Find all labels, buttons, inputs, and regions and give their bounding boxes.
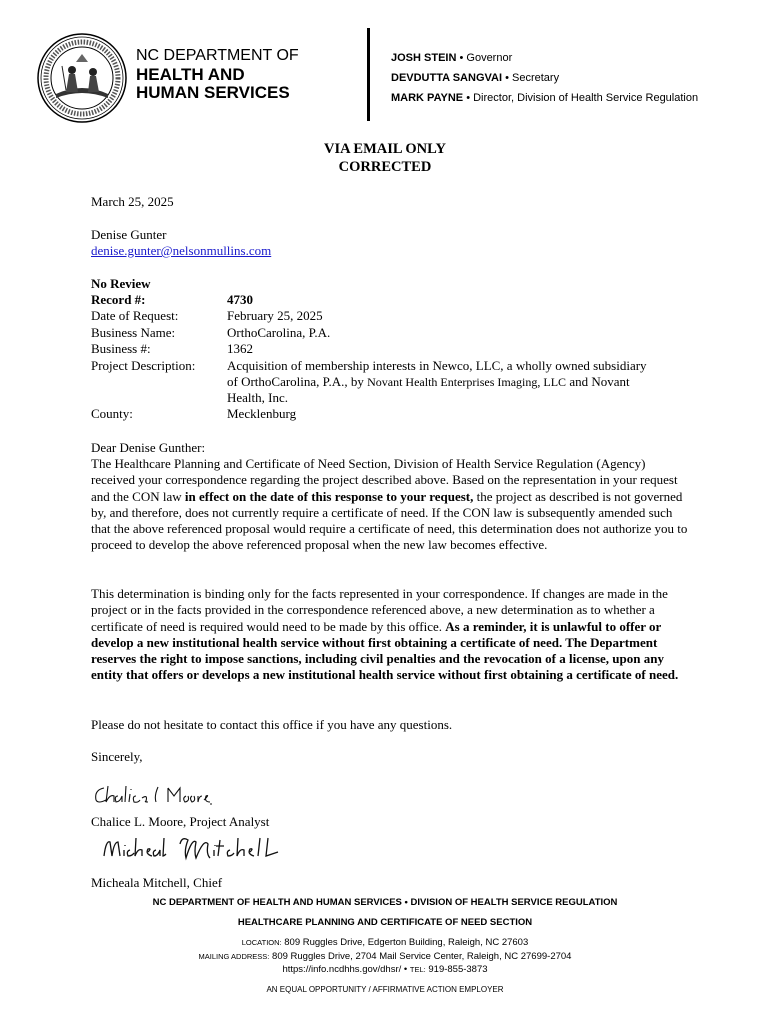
county-value: Mecklenburg: [227, 406, 297, 421]
official-governor: [391, 52, 512, 64]
bullet: •: [459, 52, 464, 64]
signer-1: Chalice L. Moore, Project Analyst: [91, 814, 270, 829]
salutation: Dear Denise Gunther:: [91, 440, 206, 455]
project-description-label: Project Description:: [91, 358, 196, 373]
location-address: 809 Ruggles Drive, Edgerton Building, Raleigh, NC 27603: [281, 937, 529, 948]
para-emphasis: in effect on the date of this response to your request,: [184, 488, 474, 504]
para-text: The Healthcare Planning and Certificate of Need Section, Division of Health Service Regulation (Agency) received your correspondence regarding the project described above. Based on the representation in your request and the CON law: [91, 456, 678, 504]
footer-eeo: AN EQUAL OPPORTUNITY / AFFIRMATIVE ACTION EMPLOYER: [266, 985, 504, 994]
notice-via-email: VIA EMAIL ONLY: [324, 141, 446, 157]
para-text: the project as described is not governed by, and therefore, does not currently require a certificate of need. If the CON law is subsequently amended such that the above referenced proposal would require a certificate of need, this determination does not authorize you to proceed to develop the above referenced proposal when the new law becomes effective.: [91, 488, 688, 553]
county-label: County:: [91, 406, 133, 421]
footer-department: NC DEPARTMENT OF HEALTH AND HUMAN SERVICES • DIVISION OF HEALTH SERVICE REGULATION: [152, 897, 618, 908]
record-value: 4730: [227, 292, 253, 307]
bullet: •: [505, 72, 509, 84]
official-title: Governor: [466, 52, 513, 64]
date-of-request-value: February 25, 2025: [227, 308, 323, 323]
letter-date: March 25, 2025: [91, 194, 174, 209]
para-warning: As a reminder, it is unlawful to offer or develop a new institutional health service without first obtaining a certificate of need. The Department reserves the right to impose sanctions, including civil penalties and the revocation of a license, upon any entity that offers or develops a new institutional health service without first obtaining a certificate of need.: [91, 618, 679, 683]
footer-location: [0, 937, 770, 948]
official-title: Secretary: [512, 72, 560, 84]
dept-name-line2: HEALTH AND: [136, 65, 245, 84]
project-description-line2: [227, 374, 630, 391]
signer-2: Micheala Mitchell, Chief: [91, 875, 223, 890]
project-text: and Novant: [566, 374, 630, 389]
signature-micheala-mitchell: [100, 834, 285, 864]
mailing-address: 809 Ruggles Drive, 2704 Mail Service Center, Raleigh, NC 27699-2704: [269, 951, 572, 962]
state-seal-logo: [36, 32, 128, 124]
footer-contact: [0, 964, 770, 975]
notice-corrected: CORRECTED: [338, 159, 432, 175]
project-entity: Novant Health Enterprises Imaging, LLC: [367, 375, 567, 389]
business-number-label: Business #:: [91, 341, 151, 356]
date-of-request-label: Date of Request:: [91, 308, 179, 323]
official-name: DEVDUTTA SANGVAI: [391, 72, 503, 84]
official-name: MARK PAYNE: [391, 92, 464, 104]
recipient-email-link[interactable]: denise.gunter@nelsonmullins.com: [91, 243, 272, 258]
paragraph-1: [91, 456, 691, 554]
bullet: •: [466, 92, 471, 104]
business-name-label: Business Name:: [91, 325, 176, 340]
para-text: This determination is binding only for the facts represented in your correspondence. If changes are made in the project or in the facts provided in the correspondence referenced above, a new determination as to whether a certificate of need is required would need to be made by this office.: [91, 586, 668, 634]
business-name-value: OrthoCarolina, P.A.: [227, 325, 331, 340]
dept-name-line3: HUMAN SERVICES: [136, 83, 290, 102]
paragraph-2: [91, 586, 691, 684]
official-secretary: [391, 72, 559, 84]
official-name: JOSH STEIN: [391, 52, 457, 64]
record-label: Record #:: [91, 292, 146, 307]
website-link[interactable]: https://info.ncdhhs.gov/dhsr/: [282, 964, 402, 975]
business-number-value: 1362: [227, 341, 253, 356]
project-text: of OrthoCarolina, P.A., by: [227, 374, 368, 389]
location-label: LOCATION:: [241, 938, 282, 947]
recipient-name: Denise Gunter: [91, 227, 167, 242]
official-director: [391, 92, 698, 104]
paragraph-3: Please do not hesitate to contact this office if you have any questions.: [91, 717, 453, 732]
signature-chalice-moore: [92, 782, 212, 808]
project-description-line3: Health, Inc.: [227, 390, 289, 405]
header-divider: [367, 28, 370, 121]
tel-label: TEL:: [409, 965, 426, 974]
separator: •: [401, 964, 410, 975]
mailing-label: MAILING ADDRESS:: [198, 952, 270, 961]
project-description-line1: Acquisition of membership interests in Newco, LLC, a wholly owned subsidiary: [227, 358, 647, 373]
tel-number: 919-855-3873: [425, 964, 488, 975]
dept-name-line1: NC DEPARTMENT OF: [136, 47, 299, 64]
footer-section: HEALTHCARE PLANNING AND CERTIFICATE OF NEED SECTION: [237, 917, 533, 928]
footer-mailing: [0, 951, 770, 962]
closing: Sincerely,: [91, 749, 143, 764]
official-title: Director, Division of Health Service Regulation: [473, 92, 699, 104]
review-type: No Review: [91, 276, 151, 291]
